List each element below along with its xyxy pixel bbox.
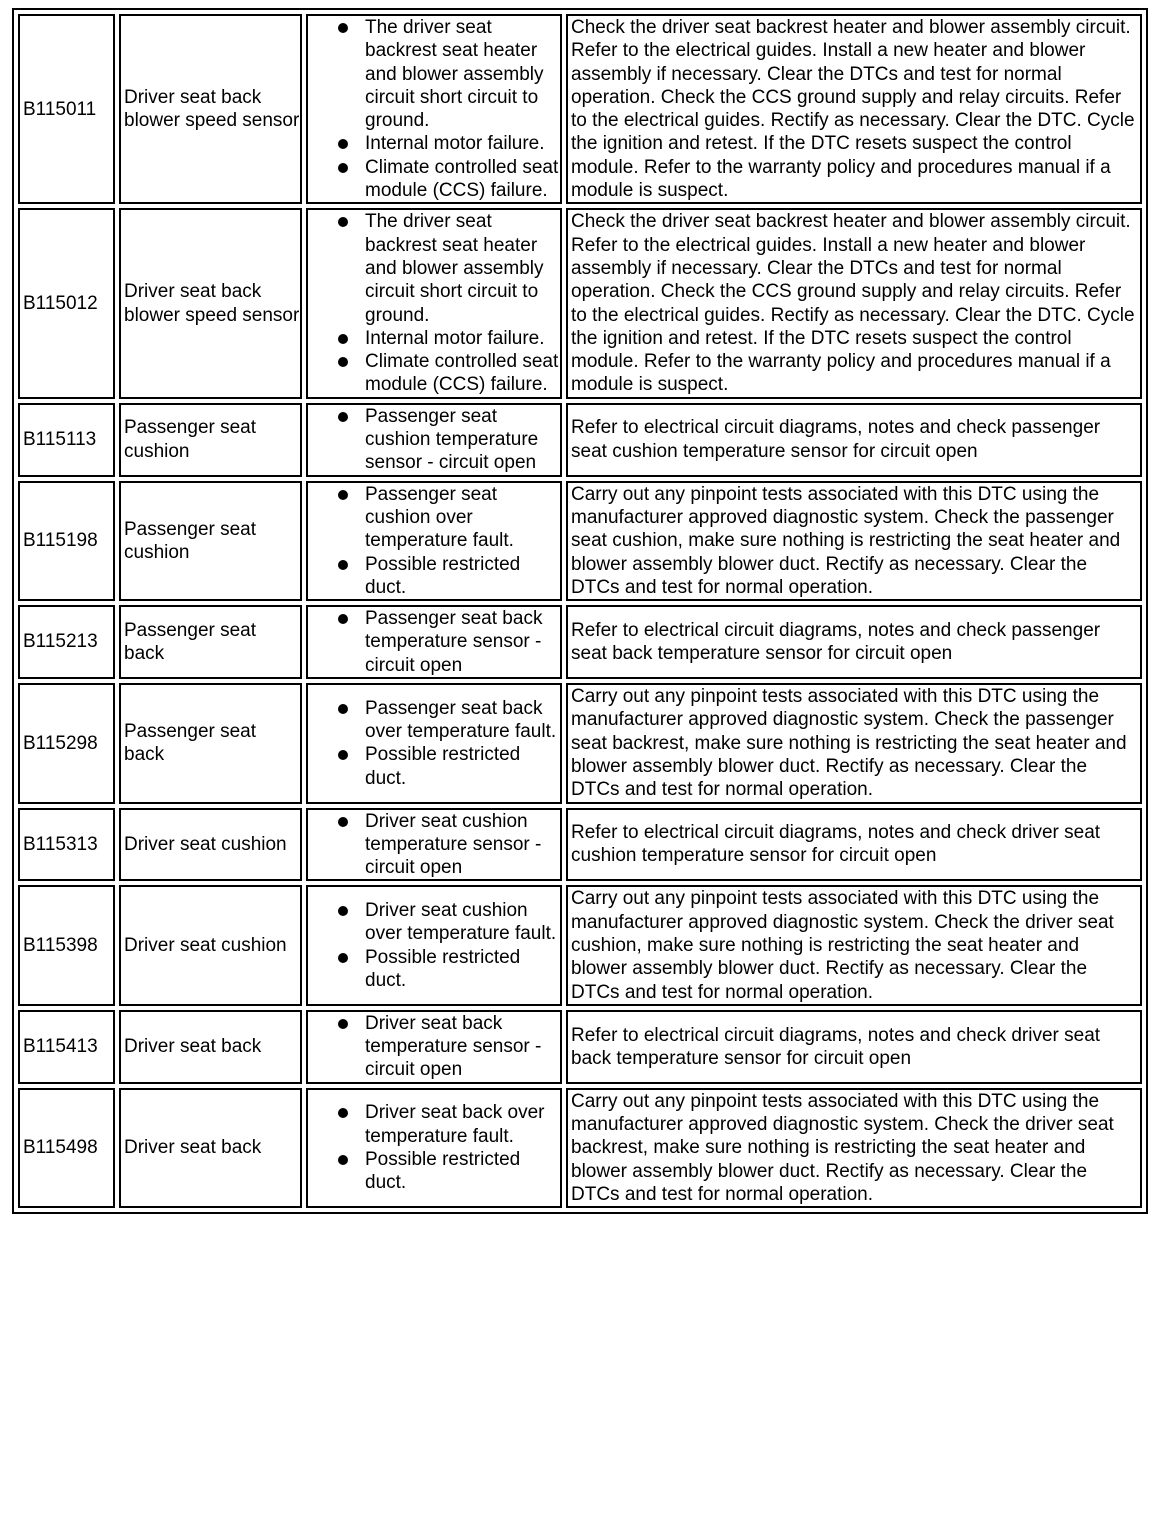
dtc-code: B115113 [18,403,115,477]
cause-list-item: Internal motor failure. [365,132,560,155]
dtc-description: Driver seat back blower speed sensor [119,208,302,398]
possible-causes-list [308,16,560,202]
cause-list-item: The driver seat backrest seat heater and blower assembly circuit short circuit to ground. [365,16,560,132]
dtc-code: B115498 [18,1088,115,1208]
table-row [18,605,1142,679]
action-text: Check the driver seat backrest heater and blower assembly circuit. Refer to the electrical guides. Install a new heater and blower assembly if necessary. Clear the DTCs and test for normal operation. Check the CCS ground supply and relay circuits. Refer to the electrical guides. Rectify as necessary. Clear the DTC. Cycle the ignition and retest. If the DTC resets suspect the control module. Refer to the warranty policy and procedures manual if a module is suspect. [566,208,1142,398]
dtc-code: B115398 [18,885,115,1005]
possible-causes-list [308,810,560,880]
table-row [18,683,1142,803]
possible-causes-cell [306,885,562,1005]
dtc-code: B115198 [18,481,115,601]
action-text: Refer to electrical circuit diagrams, notes and check passenger seat back temperature sensor for circuit open [566,605,1142,679]
dtc-description: Driver seat back [119,1088,302,1208]
dtc-table [12,8,1148,1214]
cause-list-item: Driver seat cushion over temperature fault. [365,899,560,946]
possible-causes-list [308,607,560,677]
table-row [18,808,1142,882]
cause-list-item: Possible restricted duct. [365,1148,560,1195]
cause-list-item: Passenger seat back temperature sensor - circuit open [365,607,560,677]
dtc-code: B115298 [18,683,115,803]
table-row [18,1010,1142,1084]
possible-causes-list [308,899,560,992]
dtc-description: Driver seat back blower speed sensor [119,14,302,204]
dtc-code: B115413 [18,1010,115,1084]
action-text: Refer to electrical circuit diagrams, notes and check passenger seat cushion temperature sensor for circuit open [566,403,1142,477]
possible-causes-cell [306,208,562,398]
cause-list-item: Passenger seat back over temperature fault. [365,697,560,744]
dtc-description: Passenger seat cushion [119,481,302,601]
cause-list-item: Driver seat back temperature sensor - circuit open [365,1012,560,1082]
dtc-table-body [18,14,1142,1208]
cause-list-item: Possible restricted duct. [365,743,560,790]
cause-list-item: Climate controlled seat module (CCS) failure. [365,156,559,202]
possible-causes-list [308,210,560,396]
possible-causes-list [308,483,560,599]
action-text: Refer to electrical circuit diagrams, notes and check driver seat back temperature sensor for circuit open [566,1010,1142,1084]
cause-list-item: Passenger seat cushion temperature sensor - circuit open [365,405,560,475]
dtc-code: B115313 [18,808,115,882]
possible-causes-cell [306,481,562,601]
cause-list-item: Possible restricted duct. [365,946,560,993]
cause-list-item: The driver seat backrest seat heater and blower assembly circuit short circuit to ground. [365,210,560,326]
possible-causes-cell [306,1010,562,1084]
dtc-code: B115011 [18,14,115,204]
table-row [18,481,1142,601]
cause-list-item: Internal motor failure. [365,327,560,350]
action-text: Carry out any pinpoint tests associated with this DTC using the manufacturer approved diagnostic system. Check the driver seat cushion, make sure nothing is restricting the seat heater and blower assembly blower duct. Rectify as necessary. Clear the DTCs and test for normal operation. [566,885,1142,1005]
possible-causes-cell [306,683,562,803]
dtc-description: Passenger seat back [119,683,302,803]
table-row [18,403,1142,477]
dtc-description: Passenger seat back [119,605,302,679]
cause-list-item: Passenger seat cushion over temperature fault. [365,483,560,553]
table-row [18,14,1142,204]
action-text: Check the driver seat backrest heater and blower assembly circuit. Refer to the electrical guides. Install a new heater and blower assembly if necessary. Clear the DTCs and test for normal operation. Check the CCS ground supply and relay circuits. Refer to the electrical guides. Rectify as necessary. Clear the DTC. Cycle the ignition and retest. If the DTC resets suspect the control module. Refer to the warranty policy and procedures manual if a module is suspect. [566,14,1142,204]
possible-causes-list [308,1012,560,1082]
dtc-description: Driver seat cushion [119,885,302,1005]
dtc-code: B115012 [18,208,115,398]
cause-list-item: Driver seat back over temperature fault. [365,1101,560,1148]
possible-causes-cell [306,605,562,679]
possible-causes-cell [306,403,562,477]
action-text: Refer to electrical circuit diagrams, notes and check driver seat cushion temperature sensor for circuit open [566,808,1142,882]
dtc-code: B115213 [18,605,115,679]
cause-list-item: Climate controlled seat module (CCS) failure. [365,351,559,396]
cause-list-item: Possible restricted duct. [365,553,560,600]
table-row [18,208,1142,398]
action-text: Carry out any pinpoint tests associated with this DTC using the manufacturer approved diagnostic system. Check the driver seat backrest, make sure nothing is restricting the seat heater and blower assembly blower duct. Rectify as necessary. Clear the DTCs and test for normal operation. [566,1088,1142,1208]
possible-causes-cell [306,1088,562,1208]
table-row [18,1088,1142,1208]
possible-causes-list [308,1101,560,1194]
table-row [18,885,1142,1005]
possible-causes-list [308,697,560,790]
dtc-description: Driver seat cushion [119,808,302,882]
possible-causes-cell [306,808,562,882]
cause-list-item: Driver seat cushion temperature sensor - circuit open [365,810,560,880]
action-text: Carry out any pinpoint tests associated with this DTC using the manufacturer approved diagnostic system. Check the passenger seat cushion, make sure nothing is restricting the seat heater and blower assembly blower duct. Rectify as necessary. Clear the DTCs and test for normal operation. [566,481,1142,601]
dtc-description: Passenger seat cushion [119,403,302,477]
possible-causes-list [308,405,560,475]
possible-causes-cell [306,14,562,204]
dtc-description: Driver seat back [119,1010,302,1084]
action-text: Carry out any pinpoint tests associated with this DTC using the manufacturer approved diagnostic system. Check the passenger seat backrest, make sure nothing is restricting the seat heater and blower assembly blower duct. Rectify as necessary. Clear the DTCs and test for normal operation. [566,683,1142,803]
